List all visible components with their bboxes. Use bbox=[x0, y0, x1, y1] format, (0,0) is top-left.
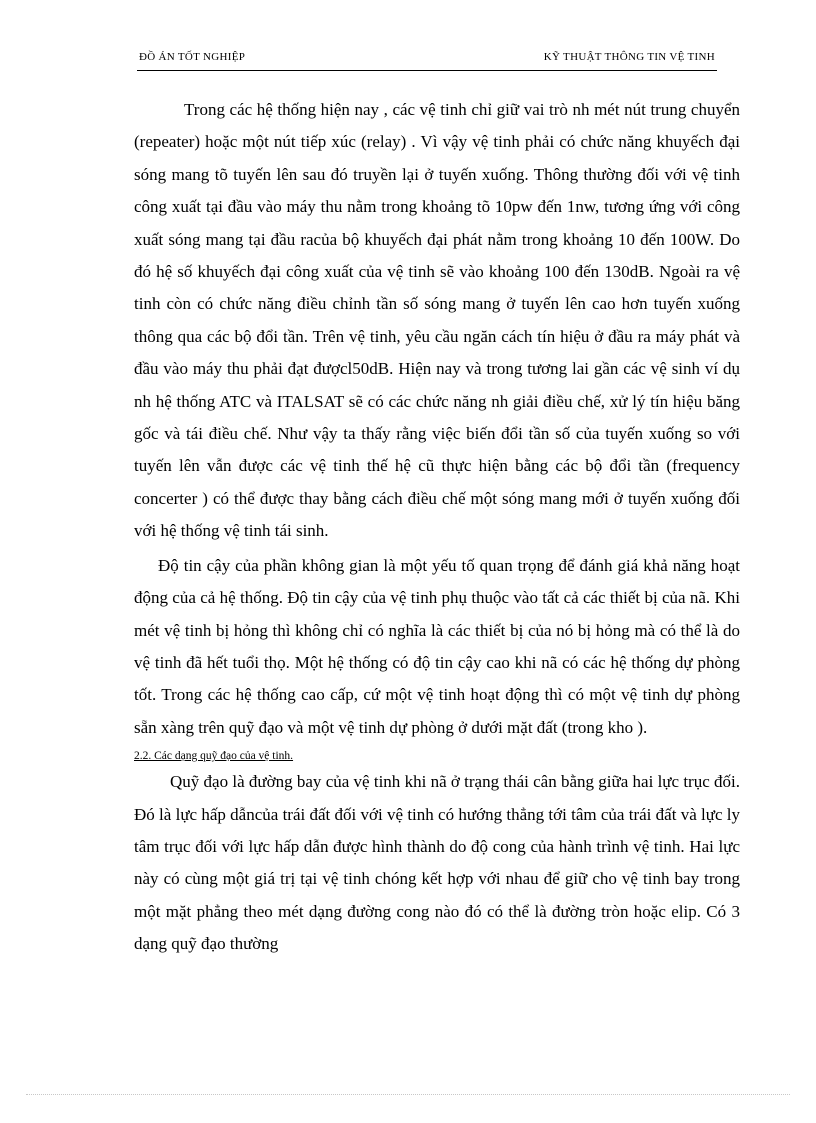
header-left-title: ĐỒ ÁN TỐT NGHIỆP bbox=[139, 51, 246, 63]
paragraph-orbit: Quỹ đạo là đường bay của vệ tinh khi nã ở trạng thái cân bằng giữa hai lực trục đối. Đó là lực hấp dẫncủa trái đất đối với vệ tinh có hướng thẳng tới tâm của trái đất và lực ly tâm trục đối với lực hấp dẫn được hình thành do độ cong của hành trình vệ tinh. Hai lực này có cùng một giá trị tại vệ tinh chóng kết hợp với nhau để giữ cho vệ tinh bay trong một mặt phẳng theo mét dạng đường cong nào đó có thể là đường tròn hoặc elip. Có 3 dạng quỹ đạo thường bbox=[134, 772, 740, 954]
header-right-title: KỸ THUẬT THÔNG TIN VỆ TINH bbox=[543, 51, 715, 63]
page-header bbox=[137, 46, 717, 71]
paragraph-reliability: Độ tin cậy của phần không gian là một yếu tố quan trọng để đánh giá khả năng hoạt động của cả hệ thống. Độ tin cậy của vệ tinh phụ thuộc vào tất cả các thiết bị của nã. Khi mét vệ tinh bị hỏng thì không chỉ có nghĩa là các thiết bị của nó bị hỏng mà có thể là do vệ tinh đã hết tuổi thọ. Một hệ thống có độ tin cậy cao khi nã có các hệ thống dự phòng tốt. Trong các hệ thống cao cấp, cứ một vệ tinh hoạt động thì có một vệ tinh dự phòng sẵn xàng trên quỹ đạo và một vệ tinh dự phòng ở dưới mặt đất (trong kho ). bbox=[134, 555, 740, 737]
page-bottom-divider bbox=[26, 1094, 790, 1095]
section-heading: 2.2. Các dạng quỹ đạo của vệ tinh. bbox=[134, 750, 294, 763]
paragraph-repeater-function: Trong các hệ thống hiện nay , các vệ tinh chỉ giữ vai trò nh mét nút trung chuyển (repeater) hoặc một nút tiếp xúc (relay) . Vì vậy vệ tinh phải có chức năng khuyếch đại sóng mang tõ tuyến lên sau đó truyền lại ở tuyến xuống. Thông thường đối với vệ tinh công xuất tại đầu vào máy thu nằm trong khoảng tõ 10pw đến 1nw, tương ứng với công xuất sóng mang tại đầu racủa bộ khuyếch đại phát nằm trong khoảng 10 đến 100W. Do đó hệ số khuyếch đại công xuất của vệ tinh sẽ vào khoảng 100 đến 130dB. Ngoài ra vệ tinh còn có chức năng điều chỉnh tần số sóng mang ở tuyến lên cao hơn tuyến xuống thông qua các bộ đổi tần. Trên vệ tinh, yêu cầu ngăn cách tín hiệu ở đầu ra máy phát và đầu vào máy thu phải đạt đượcl50dB. Hiện nay và trong tương lai gần các vệ sinh ví dụ nh hệ thống ATC và ITALSAT sẽ có các chức năng nh giải điều chế, xử lý tín hiệu băng gốc và tái điều chế. Như vậy ta thấy rằng việc biến đổi tần số của tuyến xuống so với tuyến lên vẫn được các vệ tinh thế hệ cũ thực hiện bằng các bộ đổi tần (frequency concerter ) có thể được thay bằng cách điều chế một sóng mang mới ở tuyến xuống đối với hệ thống vệ tinh tái sinh. bbox=[134, 100, 740, 541]
document-body bbox=[134, 94, 740, 961]
